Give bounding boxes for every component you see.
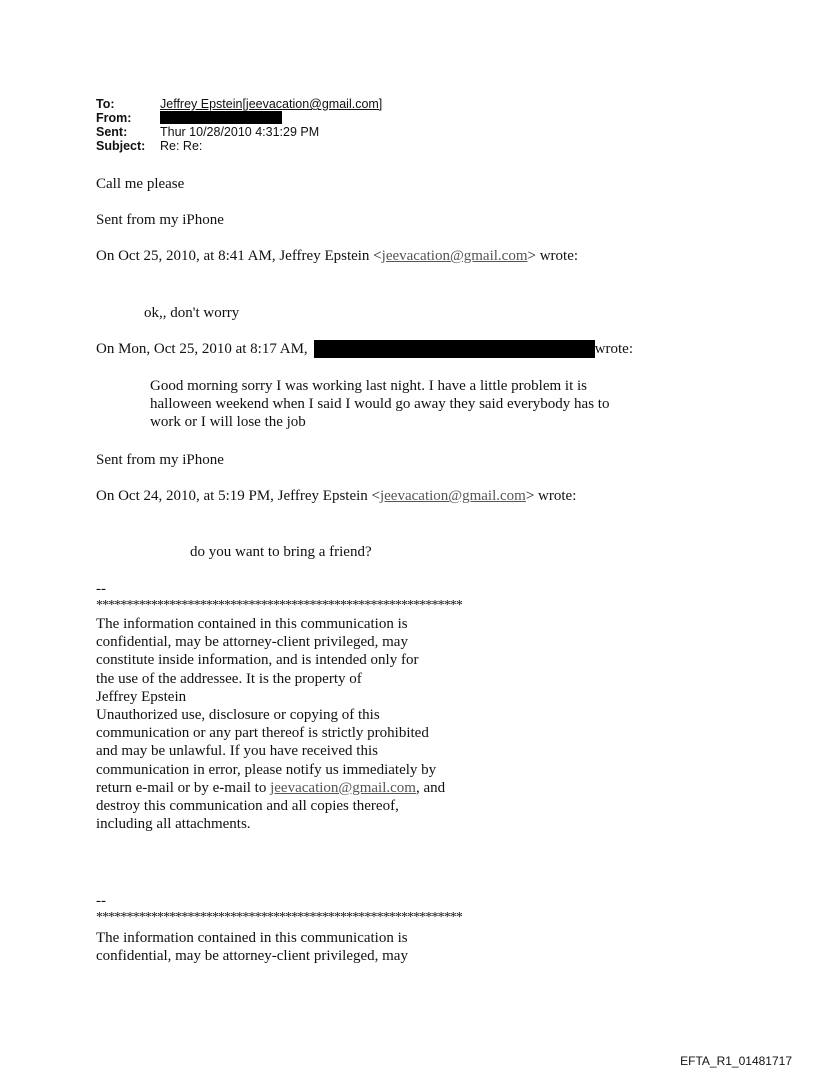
- disclaimer-1-dashes: --: [96, 581, 106, 597]
- quote-header-2-suffix: wrote:: [594, 341, 633, 357]
- reply-2: [150, 377, 609, 431]
- from-redaction: [160, 111, 282, 124]
- quote-header-3-email-link[interactable]: jeevacation@gmail.com: [379, 488, 526, 504]
- reply-3: do you want to bring a friend?: [190, 544, 372, 560]
- document-id: EFTA_R1_01481717: [680, 1054, 792, 1068]
- sent-label: Sent:: [96, 125, 128, 139]
- body-line-call: Call me please: [96, 176, 185, 192]
- quote-header-1-prefix: On Oct 25, 2010, at 8:41 AM, Jeffrey Epstein <: [96, 248, 382, 264]
- subject-label: Subject:: [96, 139, 146, 153]
- quote-header-3-suffix: > wrote:: [525, 488, 577, 504]
- disclaimer-1-text-after: , and destroy this communication and all copies thereof, including all attachments.: [96, 779, 446, 833]
- disclaimer-2-stars: ************************************************************: [96, 910, 463, 925]
- disclaimer-2-text: The information contained in this communication is confidential, may be attorney-client privileged, may: [96, 930, 408, 965]
- quote-header-1: [96, 247, 578, 265]
- disclaimer-1-text: [96, 615, 445, 833]
- from-row: [96, 111, 382, 125]
- disclaimer-2-dashes: --: [96, 893, 106, 909]
- sent-value: Thur 10/28/2010 4:31:29 PM: [160, 125, 320, 139]
- to-label: To:: [96, 97, 115, 111]
- reply-2-line-3: work or I will lose the job: [150, 414, 306, 430]
- sender-redaction: [314, 340, 595, 358]
- disclaimer-1-email-link[interactable]: jeevacation@gmail.com: [270, 779, 416, 796]
- body-line-sent-from-1: Sent from my iPhone: [96, 212, 224, 228]
- quote-header-3-prefix: On Oct 24, 2010, at 5:19 PM, Jeffrey Epstein <: [96, 488, 380, 504]
- quote-header-2: [96, 340, 633, 358]
- reply-2-line-1: Good morning sorry I was working last night. I have a little problem it is: [150, 378, 588, 394]
- reply-2-line-2: halloween weekend when I said I would go away they said everybody has to: [150, 396, 610, 412]
- email-header: [96, 97, 382, 153]
- subject-row: [96, 139, 382, 153]
- quote-header-2-prefix: On Mon, Oct 25, 2010 at 8:17 AM,: [96, 341, 308, 357]
- body-line-sent-from-2: Sent from my iPhone: [96, 452, 224, 468]
- to-value: Jeffrey Epstein[jeevacation@gmail.com]: [160, 97, 383, 111]
- disclaimer-1-stars: ************************************************************: [96, 598, 463, 613]
- sent-row: [96, 125, 382, 139]
- quote-header-1-suffix: > wrote:: [527, 248, 579, 264]
- reply-1: ok,, don't worry: [144, 305, 240, 321]
- subject-value: Re: Re:: [160, 139, 203, 153]
- to-row: [96, 97, 382, 111]
- quote-header-1-email-link[interactable]: jeevacation@gmail.com: [381, 248, 528, 264]
- from-label: From:: [96, 111, 132, 125]
- quote-header-3: [96, 487, 576, 505]
- disclaimer-1-text-before: The information contained in this communication is confidential, may be attorney-client privileged, may constitute inside information, and is intended only for the use of the addressee. It is the property of Jeffrey Epstein Unauthorized use, disclosure or copying of this communication or any part thereof is strictly prohibited and may be unlawful. If you have received this communication in error, please notify us immediately by return e-mail or by e-mail to: [96, 616, 437, 796]
